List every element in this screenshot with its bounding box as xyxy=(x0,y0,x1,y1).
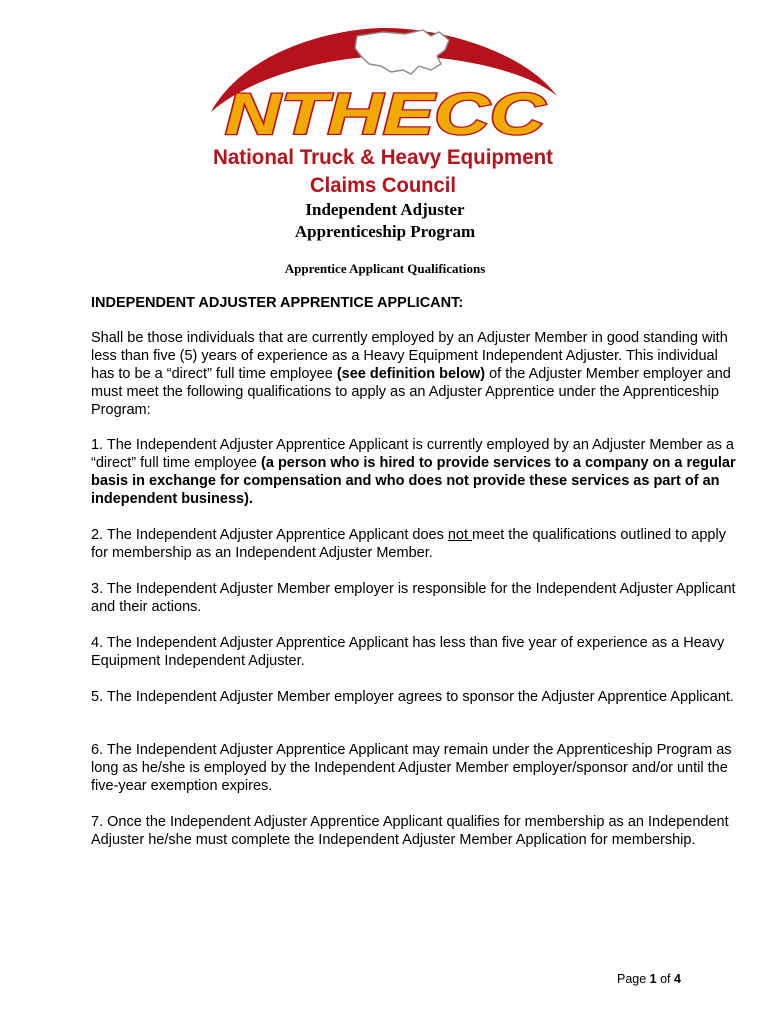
qualification-item-6 xyxy=(91,741,741,795)
page-title-line1: Independent Adjuster xyxy=(305,200,465,219)
qualification-item-3 xyxy=(91,580,741,616)
item-2-text-before: 2. The Independent Adjuster Apprentice Applicant does xyxy=(91,527,448,543)
qualification-item-7 xyxy=(91,813,741,849)
qualification-item-2 xyxy=(91,526,741,562)
logo-line2: Claims Council xyxy=(310,174,456,197)
qualification-item-1 xyxy=(91,436,741,508)
item-2-underline: not xyxy=(447,527,473,543)
item-1-text: 1. The Independent Adjuster Apprentice Applicant is currently employed by an Adjuster Member as a “direct” full time employee xyxy=(91,437,734,471)
page-total: 4 xyxy=(674,972,681,986)
nthecc-logo xyxy=(205,14,565,200)
page-of: of xyxy=(656,972,674,986)
us-map-icon xyxy=(355,30,449,74)
page-subtitle: Apprentice Applicant Qualifications xyxy=(284,261,486,276)
page-current: 1 xyxy=(649,972,657,986)
logo-line1: National Truck & Heavy Equipment xyxy=(213,146,553,169)
qualification-item-5 xyxy=(91,688,741,706)
intro-text-2: of the Adjuster Member employer and must meet the following qualifications to apply as an Adjuster Apprentice under the Apprenticeship Program: xyxy=(91,366,731,418)
intro-paragraph xyxy=(91,329,741,419)
section-heading: INDEPENDENT ADJUSTER APPRENTICE APPLICANT: xyxy=(91,295,464,311)
item-7-text: 7. Once the Independent Adjuster Apprentice Applicant qualifies for membership as an Independent Adjuster he/she must complete the Independent Adjuster Member Application for membership. xyxy=(91,814,729,848)
item-1-bold: (a person who is hired to provide services to a company on a regular basis in exchange for compensation and who does not provide these services as part of an independent business). xyxy=(91,455,736,507)
intro-bold: (see definition below) xyxy=(336,366,486,382)
page-label: Page xyxy=(617,972,650,986)
item-3-text: 3. The Independent Adjuster Member employer is responsible for the Independent Adjuster Applicant and their actions. xyxy=(91,581,736,615)
page-number xyxy=(617,972,681,986)
page-title-line2: Apprenticeship Program xyxy=(294,222,476,241)
logo-acronym: NTHECC xyxy=(225,82,547,147)
intro-text-1: Shall be those individuals that are currently employed by an Adjuster Member in good standing with less than five (5) years of experience as a Heavy Equipment Independent Adjuster. This individual has to be a “direct” full time employee xyxy=(91,330,728,382)
item-5-text: 5. The Independent Adjuster Member employer agrees to sponsor the Adjuster Apprentice Applicant. xyxy=(91,689,734,705)
item-2-text-after: meet the qualifications outlined to apply for membership as an Independent Adjuster Member. xyxy=(91,527,726,561)
item-4-text: 4. The Independent Adjuster Apprentice Applicant has less than five year of experience as a Heavy Equipment Independent Adjuster. xyxy=(91,635,725,669)
qualification-item-4 xyxy=(91,634,741,670)
item-6-text: 6. The Independent Adjuster Apprentice Applicant may remain under the Apprenticeship Program as long as he/she is employed by the Independent Adjuster Member employer/sponsor and/or until the five-year exemption expires. xyxy=(91,742,732,794)
